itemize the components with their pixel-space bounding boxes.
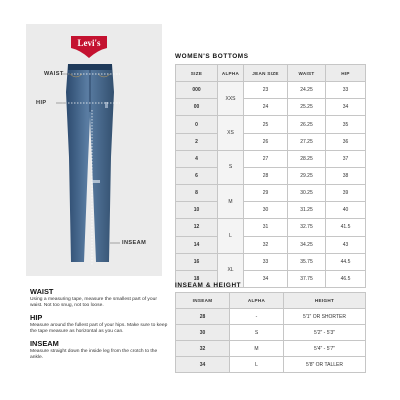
jean-size-cell: 24 [244,99,288,116]
inseam-cell: 28 [176,309,230,325]
waist-cell: 25.25 [288,99,326,116]
hip-callout: HIP [36,100,47,106]
table-row [176,309,366,325]
table-row [176,325,366,341]
waist-cell: 32.75 [288,219,326,236]
jean-size-cell: 31 [244,219,288,236]
waist-cell: 26.25 [288,116,326,133]
table-header-row [176,65,366,82]
table-row [176,82,366,99]
alpha-label: XL [227,267,234,274]
jeans-illustration [62,62,118,267]
size-cell: 16 [176,253,218,270]
size-cell: 0 [176,116,218,133]
height-cell: 5'4" - 5'7" [284,341,366,357]
bottoms-table-title: WOMEN'S BOTTOMS [175,53,249,60]
size-cell: 000 [176,82,218,99]
jean-size-cell: 33 [244,253,288,270]
alpha-label: XS [227,130,234,137]
height-cell: 5'2" - 5'3" [284,325,366,341]
hip-cell: 33 [326,82,366,99]
alpha-cell [218,185,244,219]
hip-cell: 37 [326,150,366,167]
alpha-cell: - [230,309,284,325]
table-row [176,116,366,133]
waist-term: WAIST [30,287,54,296]
waist-cell: 31.25 [288,202,326,219]
jean-size-cell: 27 [244,150,288,167]
inseam-cell: 34 [176,357,230,373]
hip-term: HIP [30,313,43,322]
hip-instructions: Measure around the fullest part of your hips. Make sure to keep the tape measure as horizontal as you can. [30,323,168,334]
waist-cell: 24.25 [288,82,326,99]
logo-text: Levi's [77,38,101,48]
waist-cell: 27.25 [288,133,326,150]
col-header-waist: WAIST [288,65,326,82]
height-cell: 5'8" OR TALLER [284,357,366,373]
size-cell: 14 [176,236,218,253]
table-row [176,99,366,116]
alpha-cell [218,219,244,253]
table-row [176,253,366,270]
col-header-jean-size: JEAN SIZE [244,65,288,82]
size-cell: 18 [176,270,218,287]
waist-cell: 35.75 [288,253,326,270]
jean-size-cell: 34 [244,270,288,287]
col-header-inseam: INSEAM [176,293,230,309]
inseam-term: INSEAM [30,339,59,348]
size-cell: 10 [176,202,218,219]
size-cell: 4 [176,150,218,167]
hip-cell: 44.5 [326,253,366,270]
jean-size-cell: 30 [244,202,288,219]
inseam-height-table [175,292,366,373]
hip-cell: 36 [326,133,366,150]
alpha-label: S [228,164,233,171]
inseam-callout: INSEAM [122,240,147,246]
alpha-label: XXS [225,95,236,102]
inseam-cell: 30 [176,325,230,341]
hip-cell: 41.5 [326,219,366,236]
alpha-label: M [228,198,233,205]
waist-cell: 29.25 [288,167,326,184]
table-row [176,185,366,202]
inseam-table-title: INSEAM & HEIGHT [175,282,242,289]
alpha-label: L [229,233,232,240]
inseam-instructions: Measure straight down the inside leg from the crotch to the ankle. [30,349,158,360]
size-cell: 12 [176,219,218,236]
alpha-cell: M [230,341,284,357]
size-cell: 6 [176,167,218,184]
hip-cell: 39 [326,185,366,202]
col-header-hip: HIP [326,65,366,82]
measure-instructions [30,287,168,361]
hip-cell: 38 [326,167,366,184]
jean-size-cell: 28 [244,167,288,184]
jean-size-cell: 25 [244,116,288,133]
alpha-cell [218,116,244,150]
size-cell: 00 [176,99,218,116]
bottoms-size-table [175,64,366,288]
hip-cell: 35 [326,116,366,133]
table-row [176,150,366,167]
size-cell: 2 [176,133,218,150]
jean-size-cell: 26 [244,133,288,150]
hip-cell: 34 [326,99,366,116]
table-row [176,341,366,357]
waist-instructions: Using a measuring tape, measure the smallest part of your waist. Not too snug, not too loose. [30,297,157,308]
hip-cell: 40 [326,202,366,219]
alpha-cell: L [230,357,284,373]
col-header-alpha: ALPHA [218,65,244,82]
alpha-cell [218,82,244,116]
table-row [176,236,366,253]
alpha-cell: S [230,325,284,341]
table-header-row [176,293,366,309]
table-row [176,133,366,150]
waist-cell: 30.25 [288,185,326,202]
waist-cell: 37.75 [288,270,326,287]
hip-cell: 46.5 [326,270,366,287]
table-row [176,167,366,184]
table-row [176,202,366,219]
col-header-size: SIZE [176,65,218,82]
waist-cell: 34.25 [288,236,326,253]
height-cell: 5'1" OR SHORTER [284,309,366,325]
jean-size-cell: 29 [244,185,288,202]
jean-size-cell: 23 [244,82,288,99]
jean-size-cell: 32 [244,236,288,253]
levis-logo [70,35,108,59]
table-row [176,219,366,236]
waist-cell: 28.25 [288,150,326,167]
table-row [176,357,366,373]
hip-cell: 43 [326,236,366,253]
col-header-alpha: ALPHA [230,293,284,309]
waist-callout: WAIST [44,71,64,77]
alpha-cell [218,150,244,184]
col-header-height: HEIGHT [284,293,366,309]
inseam-cell: 32 [176,341,230,357]
size-cell: 8 [176,185,218,202]
